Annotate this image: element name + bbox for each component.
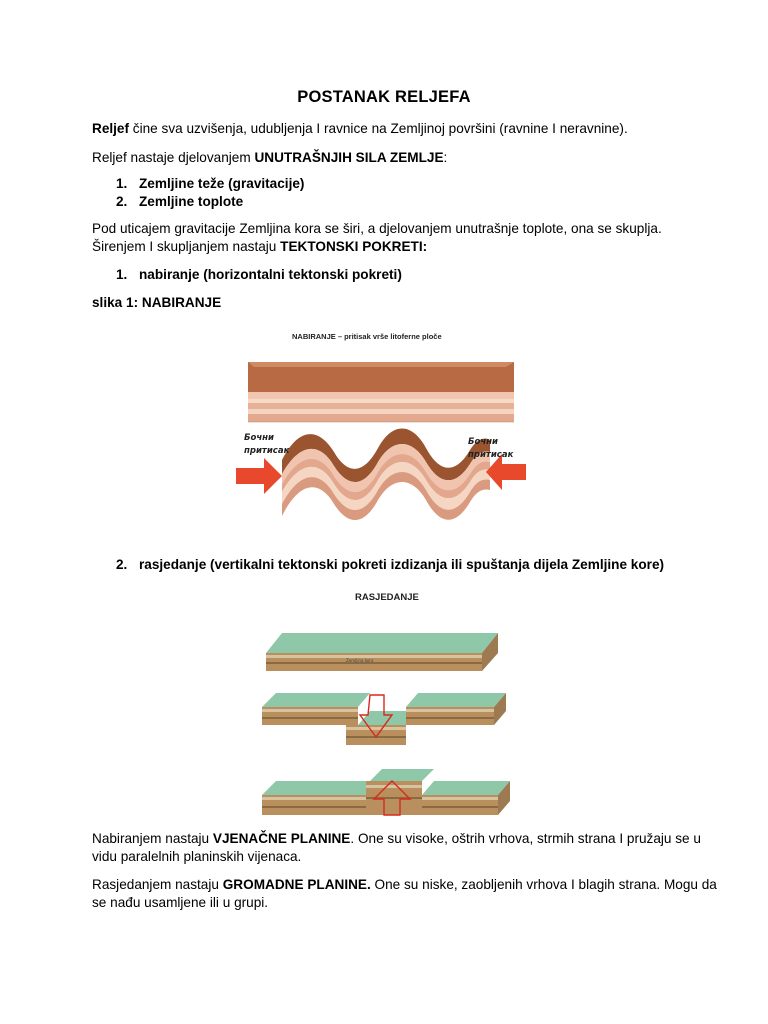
block-stripe [406,709,494,712]
movement-line-2 [92,238,427,256]
gromadne-lead: Rasjedanjem nastaju [92,877,223,892]
intro-bold: Reljef [92,121,130,136]
force-list-item [116,175,304,193]
block-stripe [262,717,358,719]
fault-block-intact [266,633,498,671]
slab-sheen [248,362,514,367]
block-top [262,781,378,795]
figure1-title: NABIRANJE – pritisak vrše litoferne ploče [292,332,442,341]
movement-bold: TEKTONSKI POKRETI: [280,239,428,254]
list-number: 1. [116,267,128,282]
vjencane-line-1 [92,830,701,848]
slab-layer [248,414,514,422]
vjencane-rest: . One su visoke, oštrih vrhova, strmih strana I pružaju se u [350,831,701,846]
intro-paragraph [92,120,628,138]
gromadne-bold: GROMADNE PLANINE. [222,877,371,892]
tectonic-item-2 [116,556,664,574]
list-text: nabiranje (horizontalni tektonski pokreti) [139,267,402,282]
left-push-arrow [236,458,282,494]
folding-diagram [236,340,526,530]
block-stripe [422,797,498,800]
block-top [262,693,370,707]
block-stripe [262,709,358,712]
vjencane-line-2: vidu paralelnih planinskih vijenaca. [92,849,302,864]
block-top [370,769,434,781]
block-top [266,633,498,653]
force-list-item [116,193,243,211]
fault-block-graben [262,693,506,745]
forces-tail: : [443,150,448,165]
movement-lead: Širenjem I skupljanjem nastaju [92,239,281,254]
figure-caption: slika 1: NABIRANJE [92,295,222,310]
gromadne-line-2: se nađu usamljene ili u grupi. [92,895,269,910]
intro-text: čine sva uzvišenja, udubljenja I ravnice na Zemljinoj površini (ravnine I neravnine). [129,121,628,136]
forces-paragraph [92,149,447,167]
vjencane-lead: Nabiranjem nastaju [92,831,213,846]
block-stripe [266,655,482,658]
forces-lead: Reljef nastaje djelovanjem [92,150,255,165]
list-number: 1. [116,176,128,191]
right-label-1: Бочни [468,437,498,447]
page-title: POSTANAK RELJEFA [297,88,471,106]
list-text: Zemljine toplote [139,194,244,209]
slab-layer [248,409,514,414]
tectonic-item-1 [116,266,402,284]
left-label-2: притисак [244,446,290,456]
list-text: Zemljine teže (gravitacije) [139,176,305,191]
block-label: Zemljina kora [346,658,374,663]
block-stripe [406,717,494,719]
list-number: 2. [116,557,128,572]
left-label-1: Бочни [244,433,274,443]
block-top [422,781,510,795]
forces-bold: UNUTRAŠNJIH SILA ZEMLJE [254,150,444,165]
figure2-title: RASJEDANJE [355,592,419,603]
faulting-diagram [258,615,518,835]
slab-layer [248,392,514,399]
block-stripe [262,797,366,800]
gromadne-rest: One su niske, zaobljenih vrhova I blagih strana. Mogu da [370,877,717,892]
vjencane-bold: VJENAČNE PLANINE [212,831,351,846]
block-top [406,693,506,707]
block-stripe [262,806,366,808]
fault-block-horst [262,769,510,815]
block-stripe [366,785,422,788]
slab-layer [248,403,514,409]
right-label-2: притисак [468,450,514,460]
block-stripe [266,662,482,664]
block-stripe [346,727,406,730]
block-stripe [422,806,498,808]
slab-layer [248,399,514,403]
list-text: rasjedanje (vertikalni tektonski pokreti izdizanja ili spuštanja dijela Zemljine kore) [139,557,665,572]
movement-line-1: Pod uticajem gravitacije Zemljina kora se širi, a djelovanjem unutrašnje toplote, ona se skuplja. [92,221,662,236]
gromadne-line-1 [92,876,717,894]
list-number: 2. [116,194,128,209]
